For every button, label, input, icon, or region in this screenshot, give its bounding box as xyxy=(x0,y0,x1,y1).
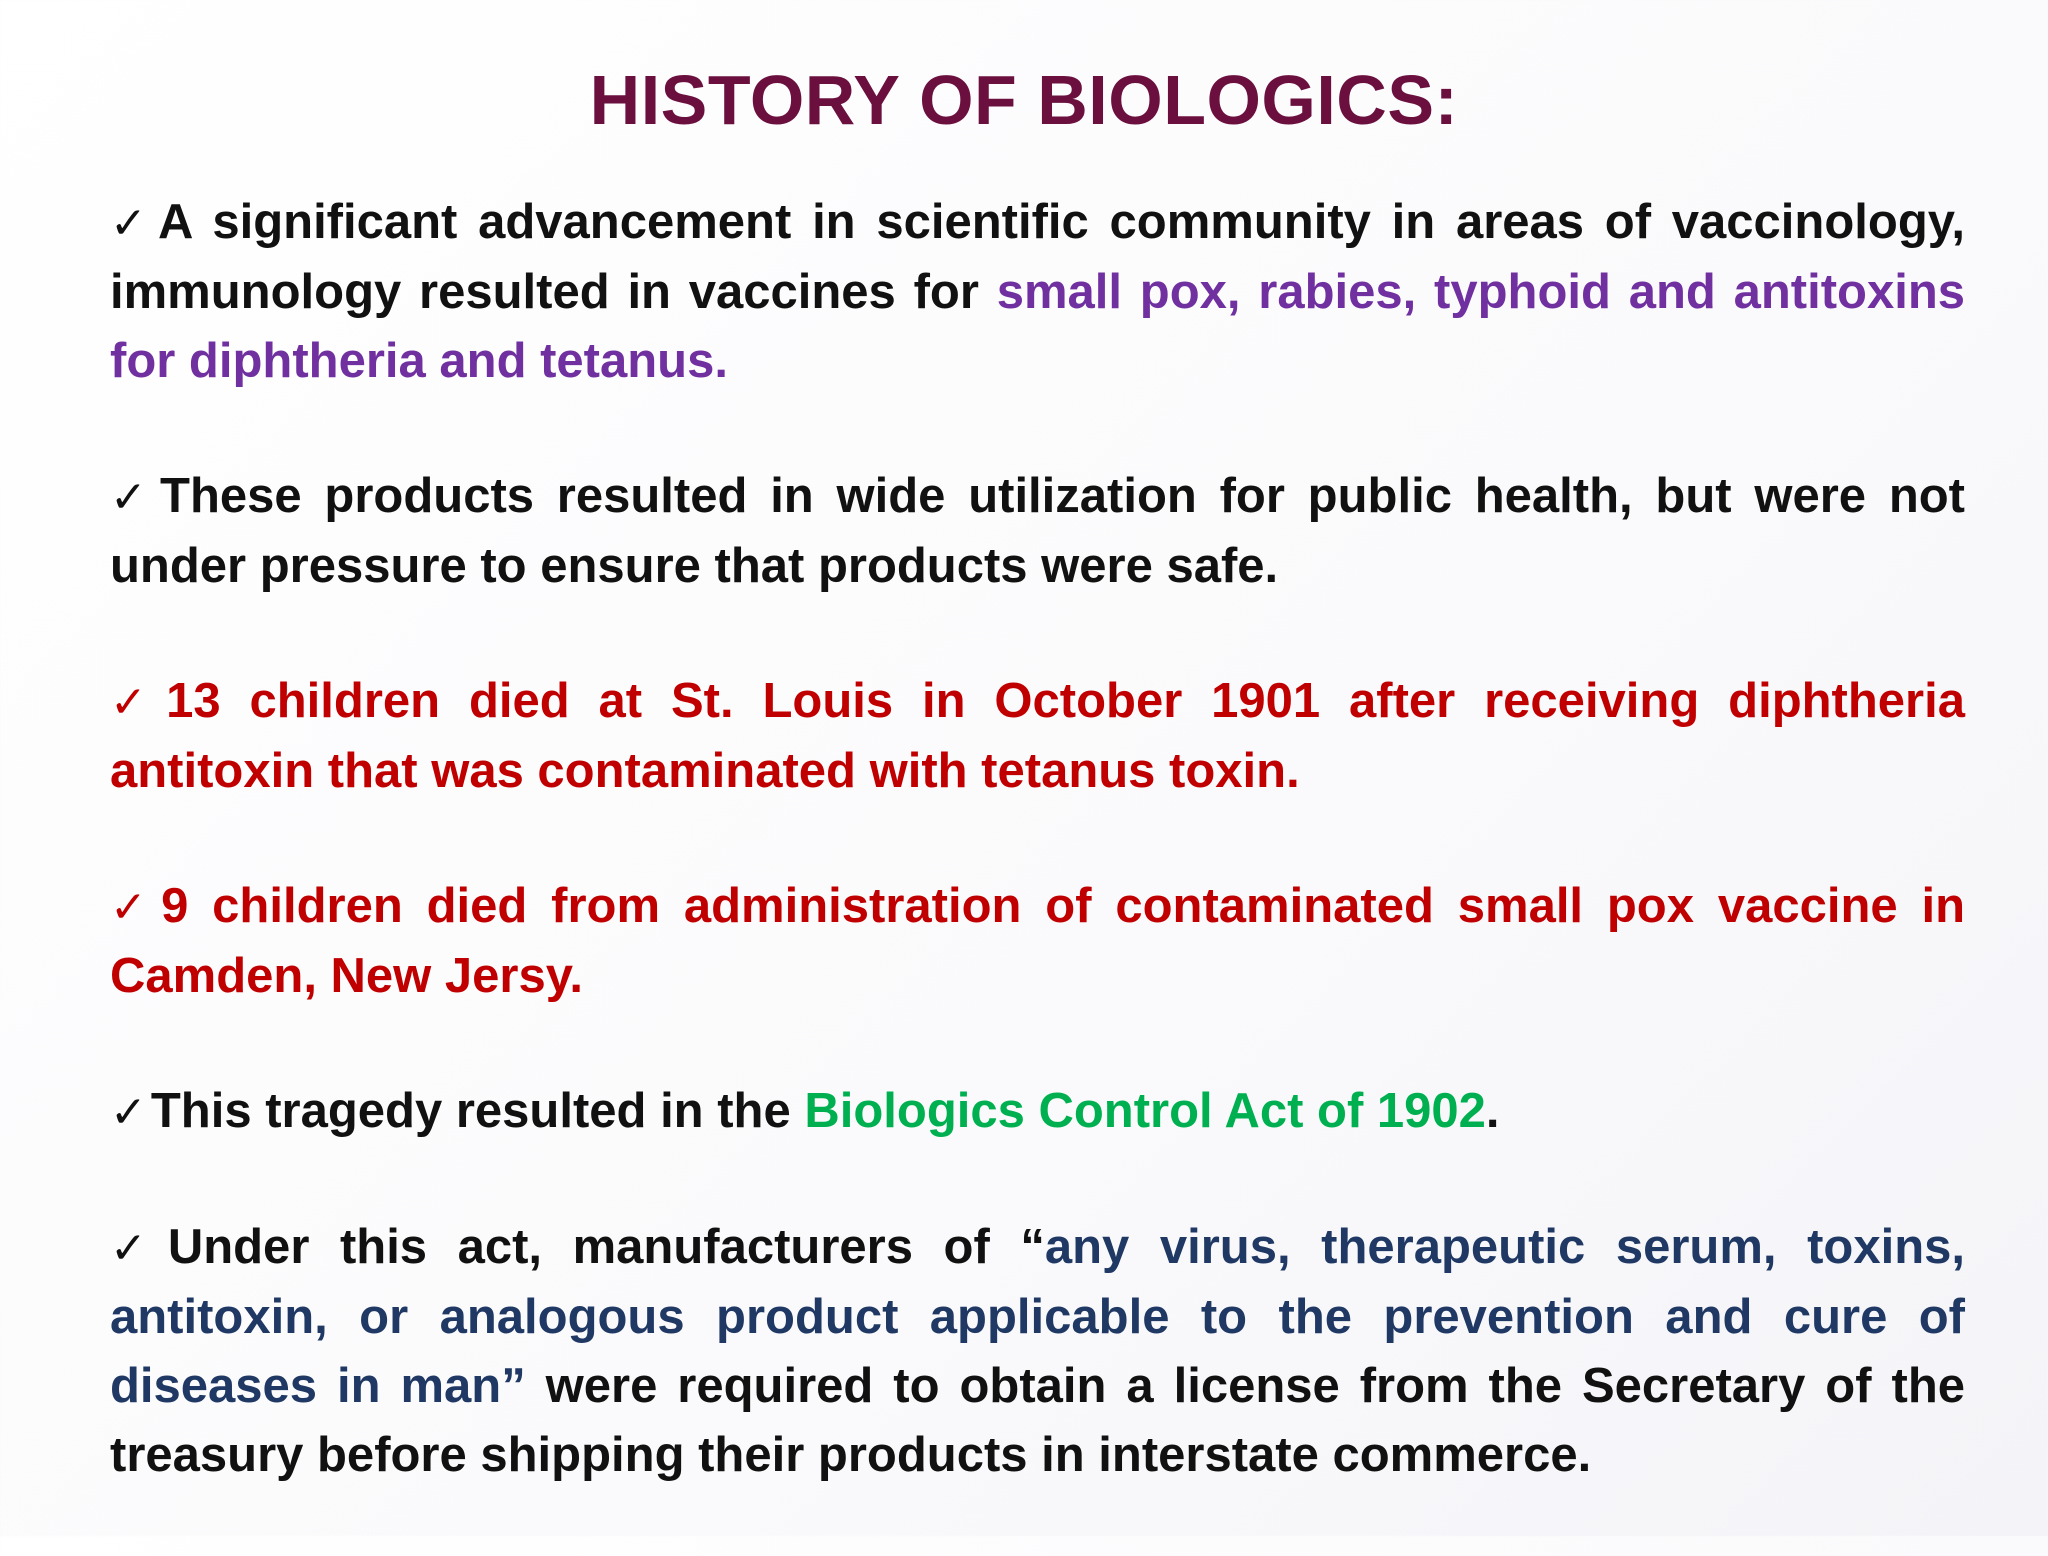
bullet-text-end: . xyxy=(1485,1084,1500,1138)
bullet-text: 13 children died at St. Louis in October 1901 after receiving diphtheria antitoxin that was contaminated with tetanus toxin. xyxy=(110,674,1965,798)
bullet-item-st-louis xyxy=(110,667,1965,806)
checkmark-icon: ✓ xyxy=(110,1087,147,1138)
checkmark-icon: ✓ xyxy=(110,198,155,249)
bullet-text: 9 children died from administration of contaminated small pox vaccine in Camden, New Jersy. xyxy=(110,879,1965,1003)
slide-title: HISTORY OF BIOLOGICS: xyxy=(589,61,1459,139)
checkmark-icon: ✓ xyxy=(110,1223,164,1274)
bullet-item-license xyxy=(110,1213,1965,1490)
checkmark-icon: ✓ xyxy=(110,472,157,523)
bullet-text-end: were required to obtain a license from the Secretary of the treasury before shipping their products in interstate commerce. xyxy=(110,1359,1965,1482)
bullet-item-vaccines xyxy=(110,188,1965,396)
bullet-text: These products resulted in wide utilization for public health, but were not under pressure to ensure that products were safe. xyxy=(110,469,1965,593)
bullet-item-public-health xyxy=(110,462,1965,601)
bullet-item-camden xyxy=(110,872,1965,1011)
bullet-text: This tragedy resulted in the xyxy=(150,1084,805,1138)
bullet-list xyxy=(110,188,1965,1556)
bullet-item-control-act xyxy=(110,1077,1965,1147)
checkmark-icon: ✓ xyxy=(110,677,163,728)
bullet-highlight: any virus, therapeutic serum, toxins, antitoxin, or analogous product applicable to the prevention and cure of diseases in man” xyxy=(110,1220,1965,1413)
bullet-highlight: small pox, rabies, typhoid and antitoxins for diphtheria and tetanus. xyxy=(110,265,1966,388)
bullet-highlight: Biologics Control Act of 1902 xyxy=(804,1084,1486,1138)
bullet-text: Under this act, manufacturers of “ xyxy=(167,1220,1045,1274)
bullet-text: A significant advancement in scientific community in areas of vaccinology, immunology resulted in vaccines for xyxy=(110,195,1965,319)
checkmark-icon: ✓ xyxy=(110,882,158,933)
